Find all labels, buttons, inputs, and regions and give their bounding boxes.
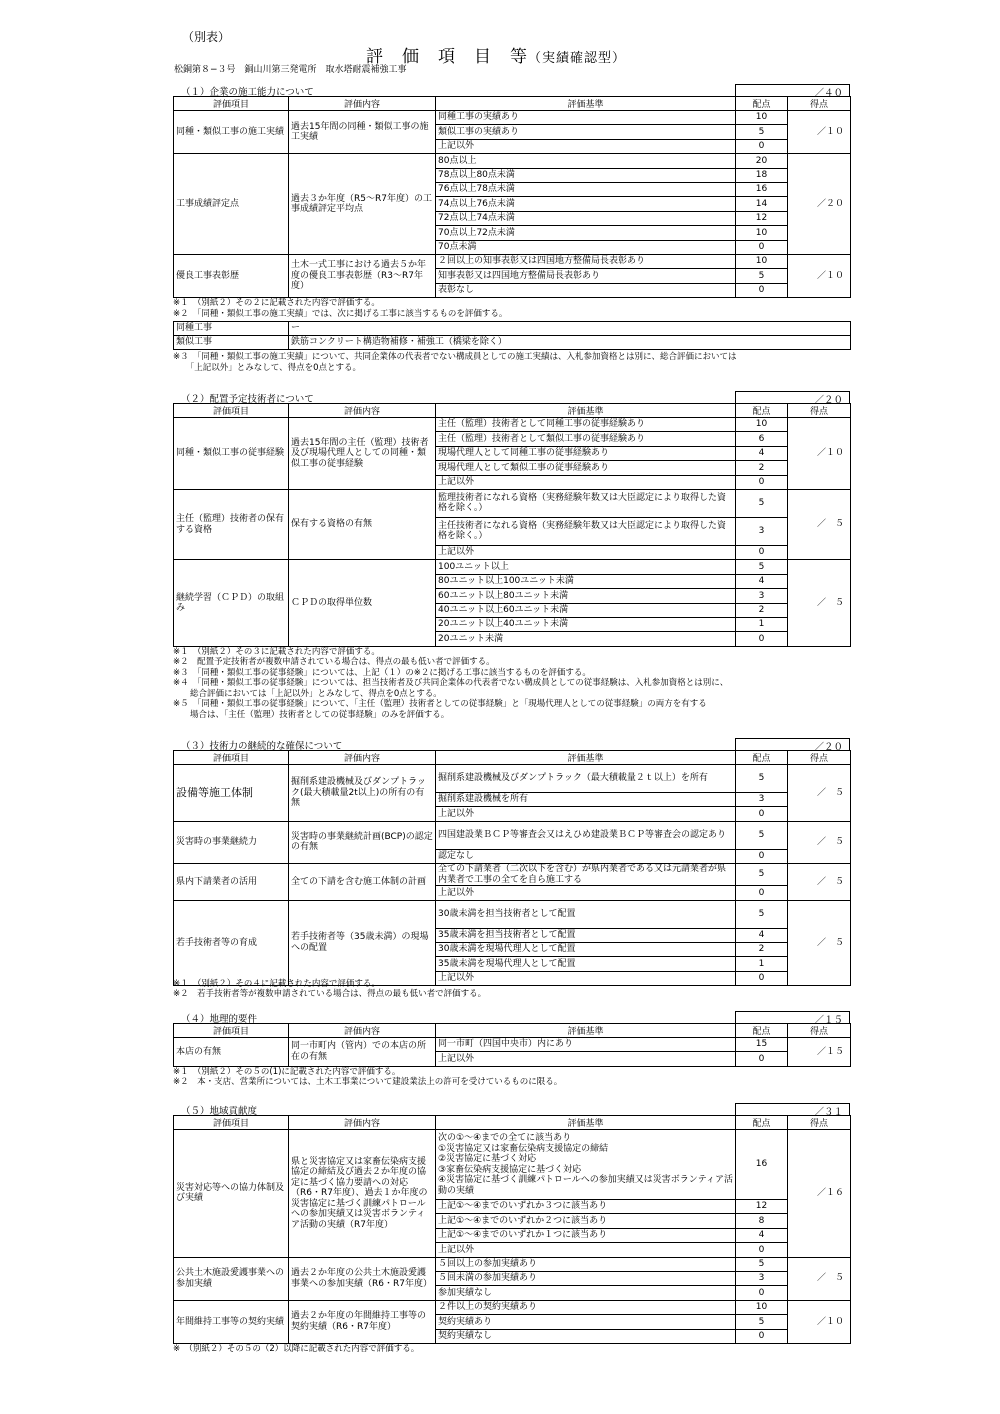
points-value: 16 [736, 1130, 788, 1200]
points-value: 5 [736, 765, 788, 793]
item-name: 年間維持工事等の契約実績 [174, 1300, 289, 1343]
points-value: 12 [736, 211, 788, 225]
table-row [174, 154, 851, 168]
table-row [174, 560, 851, 574]
column-header: 得点 [788, 751, 851, 765]
item-content: 県と災害協定又は家畜伝染病支援協定の締結及び過去２か年度の協定に基づく協力要請への対応（R6・R7年度）、過去１か年度の災害協定に基づく訓練パトロールへの参加実績又は災害ボランティア活動の実績（R7年度） [289, 1130, 436, 1258]
column-header: 評価内容 [289, 1116, 436, 1130]
section-title: （５）地域貢献度 [181, 1106, 258, 1117]
item-score: ／１０ [788, 111, 851, 154]
item-score: ／ ５ [788, 864, 851, 900]
points-value: 18 [736, 168, 788, 182]
points-value: 0 [736, 1243, 788, 1257]
evaluation-table [173, 96, 851, 298]
column-header: 配点 [736, 404, 788, 418]
criteria-text: 四国建設業ＢＣＰ等審査会又はえひめ建設業ＢＣＰ等審査会の認定あり [436, 821, 736, 849]
column-header: 評価項目 [174, 1024, 289, 1038]
item-score: ／１０ [788, 254, 851, 297]
points-value: 15 [736, 1038, 788, 1052]
criteria-text: 上記①〜④までのいずれか３つに該当あり [436, 1200, 736, 1214]
item-content: 過去15年間の同種・類似工事の施工実績 [289, 111, 436, 154]
item-content: 過去２か年度の年間維持工事等の契約実績（R6・R7年度） [289, 1300, 436, 1343]
points-value: 0 [736, 1286, 788, 1300]
points-value: 0 [736, 139, 788, 153]
points-value: 0 [736, 971, 788, 985]
note-text: ※１ （別紙２）その２に記載された内容で評価する。 [173, 298, 380, 309]
project-name: 松銅第８−３号 銅山川第三発電所 取水塔耐震補強工事 [174, 65, 407, 75]
definition-cell: ー [289, 322, 851, 336]
points-value: 0 [736, 886, 788, 900]
definition-cell: 類似工事 [174, 336, 289, 350]
criteria-text: 表彰なし [436, 283, 736, 297]
criteria-text: 次の①〜④までの全てに該当あり ①災害協定又は家畜伝染病支援協定の締結 ②災害協定に基づく対応 ③家畜伝染病支援協定に基づく対応 ④災害協定に基づく訓練パトロールへの参加実績又は災害ボランティア活動の実績 [436, 1130, 736, 1200]
table-row [174, 864, 851, 886]
criteria-text: 上記以外 [436, 886, 736, 900]
item-content: 過去３か年度（R5〜R7年度）の工事成績評定平均点 [289, 154, 436, 255]
title-main: 評 価 項 目 等 [366, 47, 528, 67]
item-score: ／ ５ [788, 821, 851, 863]
item-content: 保有する資格の有無 [289, 489, 436, 559]
evaluation-table [173, 1023, 851, 1067]
column-header: 得点 [788, 1116, 851, 1130]
points-value: 5 [736, 560, 788, 574]
points-value: 12 [736, 1200, 788, 1214]
item-score: ／ ５ [788, 1257, 851, 1300]
section-total-score: ／３１ [735, 1103, 850, 1115]
criteria-text: 同種工事の実績あり [436, 111, 736, 125]
criteria-text: ５回以上の参加実績あり [436, 1257, 736, 1271]
points-value: 5 [736, 1257, 788, 1271]
item-name: 優良工事表彰歴 [174, 254, 289, 297]
note-text: ※２ 若手技術者等が複数申請されている場合は、得点の最も低い者で評価する。 [173, 989, 487, 1000]
section-title: （２）配置予定技術者について [181, 394, 314, 405]
criteria-text: 掘削系建設機械及びダンプトラック（最大積載量２ｔ以上）を所有 [436, 765, 736, 793]
criteria-text: 主任技術者になれる資格（実務経験年数又は大臣認定により取得した資格を除く。） [436, 517, 736, 545]
criteria-text: ２件以上の契約実績あり [436, 1300, 736, 1314]
item-score: ／１５ [788, 1038, 851, 1067]
points-value: 1 [736, 957, 788, 971]
points-value: 4 [736, 574, 788, 588]
criteria-text: 契約実績あり [436, 1315, 736, 1329]
item-score: ／ ５ [788, 765, 851, 822]
item-name: 同種・類似工事の施工実績 [174, 111, 289, 154]
criteria-text: ５回未満の参加実績あり [436, 1271, 736, 1285]
item-score: ／ ５ [788, 900, 851, 986]
item-content: 同一市町内（管内）での本店の所在の有無 [289, 1038, 436, 1067]
points-value: 4 [736, 928, 788, 942]
section-total-score: ／２０ [735, 738, 850, 750]
criteria-text: 現場代理人として類似工事の従事経験あり [436, 461, 736, 475]
points-value: 0 [736, 475, 788, 489]
criteria-text: 上記以外 [436, 139, 736, 153]
section-title: （３）技術力の継続的な確保について [181, 741, 343, 752]
table-row [174, 1130, 851, 1200]
item-name: 県内下請業者の活用 [174, 864, 289, 900]
criteria-text: 上記以外 [436, 807, 736, 821]
points-value: 5 [736, 1315, 788, 1329]
criteria-text: 認定なし [436, 849, 736, 863]
table-row [174, 254, 851, 268]
criteria-text: 上記①〜④までのいずれか２つに該当あり [436, 1214, 736, 1228]
page-title [366, 42, 626, 67]
points-value: 2 [736, 461, 788, 475]
criteria-text: 70点以上72点未満 [436, 226, 736, 240]
criteria-text: 72点以上74点未満 [436, 211, 736, 225]
definition-row [174, 322, 851, 336]
points-value: 16 [736, 182, 788, 196]
item-content: 災害時の事業継続計画(BCP)の認定の有無 [289, 821, 436, 863]
evaluation-table [173, 750, 851, 986]
points-value: 10 [736, 254, 788, 268]
column-header: 評価内容 [289, 1024, 436, 1038]
criteria-text: ２回以上の知事表彰又は四国地方整備局長表彰あり [436, 254, 736, 268]
points-value: 5 [736, 125, 788, 139]
table-row [174, 418, 851, 432]
item-name: 継続学習（ＣＰＤ）の取組み [174, 560, 289, 646]
points-value: 10 [736, 1300, 788, 1314]
points-value: 0 [736, 1329, 788, 1343]
criteria-text: 40ユニット以上60ユニット未満 [436, 603, 736, 617]
note-text: ※２ 配置予定技術者が複数申請されている場合は、得点の最も低い者で評価する。 [173, 657, 495, 668]
item-content: 過去15年間の主任（監理）技術者及び現場代理人としての同種・類似工事の従事経験 [289, 418, 436, 490]
points-value: 2 [736, 603, 788, 617]
criteria-text: 20ユニット以上40ユニット未満 [436, 617, 736, 631]
criteria-text: 35歳未満を現場代理人として配置 [436, 957, 736, 971]
column-header: 得点 [788, 404, 851, 418]
points-value: 10 [736, 111, 788, 125]
criteria-text: 80点以上 [436, 154, 736, 168]
table-row [174, 821, 851, 849]
note-text: ※２ 本・支店、営業所については、土木工事業について建設業法上の許可を受けているものに限る。 [173, 1077, 563, 1088]
criteria-text: 74点以上76点未満 [436, 197, 736, 211]
criteria-text: 上記以外 [436, 475, 736, 489]
table-row [174, 111, 851, 125]
item-name: 工事成績評定点 [174, 154, 289, 255]
criteria-text: 主任（監理）技術者として同種工事の従事経験あり [436, 418, 736, 432]
points-value: 0 [736, 807, 788, 821]
points-value: 5 [736, 821, 788, 849]
definition-cell: 鉄筋コンクリート構造物補修・補強工（橋梁を除く） [289, 336, 851, 350]
column-header: 評価内容 [289, 404, 436, 418]
table-row [174, 765, 851, 793]
note-text: ※２ 「同種・類似工事の施工実績」では、次に掲げる工事に該当するものを評価する。 [173, 308, 508, 319]
item-content: 掘削系建設機械及びダンプトラック(最大積載量2t以上)の所有の有無 [289, 765, 436, 822]
criteria-text: 78点以上80点未満 [436, 168, 736, 182]
item-name: 本店の有無 [174, 1038, 289, 1067]
points-value: 3 [736, 793, 788, 807]
points-value: 0 [736, 1052, 788, 1066]
criteria-text: 現場代理人として同種工事の従事経験あり [436, 446, 736, 460]
points-value: 5 [736, 489, 788, 517]
points-value: 14 [736, 197, 788, 211]
points-value: 5 [736, 269, 788, 283]
column-header: 評価基準 [436, 1116, 736, 1130]
criteria-text: 70点未満 [436, 240, 736, 254]
column-header: 配点 [736, 97, 788, 111]
item-name: 災害対応等への協力体制及び実績 [174, 1130, 289, 1258]
points-value: 3 [736, 589, 788, 603]
criteria-text: 上記①〜④までのいずれか１つに該当あり [436, 1228, 736, 1242]
note-text: ※１ （別紙２）その５の(1)に記載された内容で評価する。 [173, 1066, 401, 1077]
column-header: 得点 [788, 97, 851, 111]
points-value: 0 [736, 240, 788, 254]
column-header: 評価項目 [174, 97, 289, 111]
criteria-text: 20ユニット未満 [436, 632, 736, 646]
points-value: 0 [736, 849, 788, 863]
criteria-text: 35歳未満を担当技術者として配置 [436, 928, 736, 942]
item-name: 若手技術者等の育成 [174, 900, 289, 986]
column-header: 評価基準 [436, 404, 736, 418]
points-value: 0 [736, 283, 788, 297]
criteria-text: 契約実績なし [436, 1329, 736, 1343]
section-title: （４）地理的要件 [181, 1014, 258, 1025]
note-text: 「上記以外」とみなして、得点を0点とする。 [173, 362, 361, 373]
note-text: ※１ （別紙２）その４に記載された内容で評価する。 [173, 978, 380, 989]
definition-row [174, 336, 851, 350]
item-content: 全ての下請を含む施工体制の計画 [289, 864, 436, 900]
column-header: 評価内容 [289, 751, 436, 765]
item-name: 設備等施工体制 [174, 765, 289, 822]
evaluation-table [173, 403, 851, 647]
points-value: 0 [736, 545, 788, 559]
criteria-text: 30歳未満を担当技術者として配置 [436, 900, 736, 928]
item-score: ／ ５ [788, 489, 851, 559]
points-value: 6 [736, 432, 788, 446]
criteria-text: 掘削系建設機械を所有 [436, 793, 736, 807]
note-text: ※１ （別紙２）その３に記載された内容で評価する。 [173, 646, 380, 657]
column-header: 配点 [736, 751, 788, 765]
points-value: 5 [736, 900, 788, 928]
column-header: 評価基準 [436, 1024, 736, 1038]
section-total-score: ／１５ [735, 1011, 850, 1023]
definition-table [173, 321, 851, 350]
criteria-text: 参加実績なし [436, 1286, 736, 1300]
criteria-text: 100ユニット以上 [436, 560, 736, 574]
criteria-text: 知事表彰又は四国地方整備局長表彰あり [436, 269, 736, 283]
criteria-text: 主任（監理）技術者として類似工事の従事経験あり [436, 432, 736, 446]
item-score: ／１６ [788, 1130, 851, 1258]
points-value: 1 [736, 617, 788, 631]
table-row [174, 1257, 851, 1271]
note-text: ※３ 「同種・類似工事の施工実績」について、共同企業体の代表者でない構成員としての施工実績は、入札参加資格とは別に、総合評価においては [173, 352, 737, 363]
points-value: 4 [736, 1228, 788, 1242]
points-value: 3 [736, 1271, 788, 1285]
criteria-text: 30歳未満を現場代理人として配置 [436, 942, 736, 956]
item-name: 公共土木施設愛護事業への参加実績 [174, 1257, 289, 1300]
column-header: 評価内容 [289, 97, 436, 111]
criteria-text: 同一市町（四国中央市）内にあり [436, 1038, 736, 1052]
criteria-text: 上記以外 [436, 1243, 736, 1257]
criteria-text: 全ての下請業者（二次以下を含む）が県内業者である又は元請業者が県内業者で工事の全てを自ら施工する [436, 864, 736, 886]
table-row [174, 1038, 851, 1052]
points-value: 0 [736, 632, 788, 646]
item-score: ／１０ [788, 1300, 851, 1343]
column-header: 得点 [788, 1024, 851, 1038]
note-text: ※５ 「同種・類似工事の従事経験」について、「主任（監理）技術者としての従事経験」と「現場代理人としての従事経験」の両方を有する [173, 699, 707, 710]
table-row [174, 489, 851, 517]
points-value: 5 [736, 864, 788, 886]
criteria-text: 上記以外 [436, 545, 736, 559]
item-content: 若手技術者等（35歳未満）の現場への配置 [289, 900, 436, 986]
section-total-score: ／４０ [735, 84, 850, 96]
item-score: ／ ５ [788, 560, 851, 646]
item-content: 土木一式工事における過去５か年度の優良工事表彰歴（R3〜R7年度） [289, 254, 436, 297]
note-text: ※ （別紙２）その５の（2）以降に記載された内容で評価する。 [173, 1344, 420, 1354]
criteria-text: 76点以上78点未満 [436, 182, 736, 196]
criteria-text: 上記以外 [436, 971, 736, 985]
criteria-text: 監理技術者になれる資格（実務経験年数又は大臣認定により取得した資格を除く。） [436, 489, 736, 517]
points-value: 2 [736, 942, 788, 956]
points-value: 10 [736, 418, 788, 432]
section-total-score: ／２０ [735, 391, 850, 403]
table-row [174, 900, 851, 928]
table-row [174, 1300, 851, 1314]
note-text: 総合評価においては「上記以外」とみなして、得点を0点とする。 [173, 688, 442, 699]
column-header: 評価基準 [436, 97, 736, 111]
points-value: 4 [736, 446, 788, 460]
item-name: 主任（監理）技術者の保有する資格 [174, 489, 289, 559]
column-header: 評価項目 [174, 404, 289, 418]
criteria-text: 60ユニット以上80ユニット未満 [436, 589, 736, 603]
section-title: （１）企業の施工能力について [181, 87, 314, 98]
column-header: 配点 [736, 1024, 788, 1038]
item-name: 同種・類似工事の従事経験 [174, 418, 289, 490]
points-value: 10 [736, 226, 788, 240]
note-text: ※３ 「同種・類似工事の従事経験」については、上記（１）の※２に掲げる工事に該当するものを評価する。 [173, 667, 591, 678]
points-value: 3 [736, 517, 788, 545]
item-content: ＣＰＤの取得単位数 [289, 560, 436, 646]
column-header: 配点 [736, 1116, 788, 1130]
annex-label: （別表） [182, 30, 231, 44]
item-name: 災害時の事業継続力 [174, 821, 289, 863]
definition-cell: 同種工事 [174, 322, 289, 336]
criteria-text: 80ユニット以上100ユニット未満 [436, 574, 736, 588]
points-value: 20 [736, 154, 788, 168]
item-score: ／１０ [788, 418, 851, 490]
column-header: 評価項目 [174, 1116, 289, 1130]
evaluation-table [173, 1115, 851, 1344]
column-header: 評価基準 [436, 751, 736, 765]
title-sub: （実績確認型） [528, 51, 627, 66]
points-value: 8 [736, 1214, 788, 1228]
column-header: 評価項目 [174, 751, 289, 765]
item-score: ／２０ [788, 154, 851, 255]
note-text: ※４ 「同種・類似工事の従事経験」については、担当技術者及び共同企業体の代表者でない構成員としての従事経験は、入札参加資格とは別に、 [173, 678, 729, 689]
note-text: 場合は、「主任（監理）技術者としての従事経験」のみを評価する。 [173, 709, 450, 720]
item-content: 過去２か年度の公共土木施設愛護事業への参加実績（R6・R7年度） [289, 1257, 436, 1300]
criteria-text: 類似工事の実績あり [436, 125, 736, 139]
criteria-text: 上記以外 [436, 1052, 736, 1066]
